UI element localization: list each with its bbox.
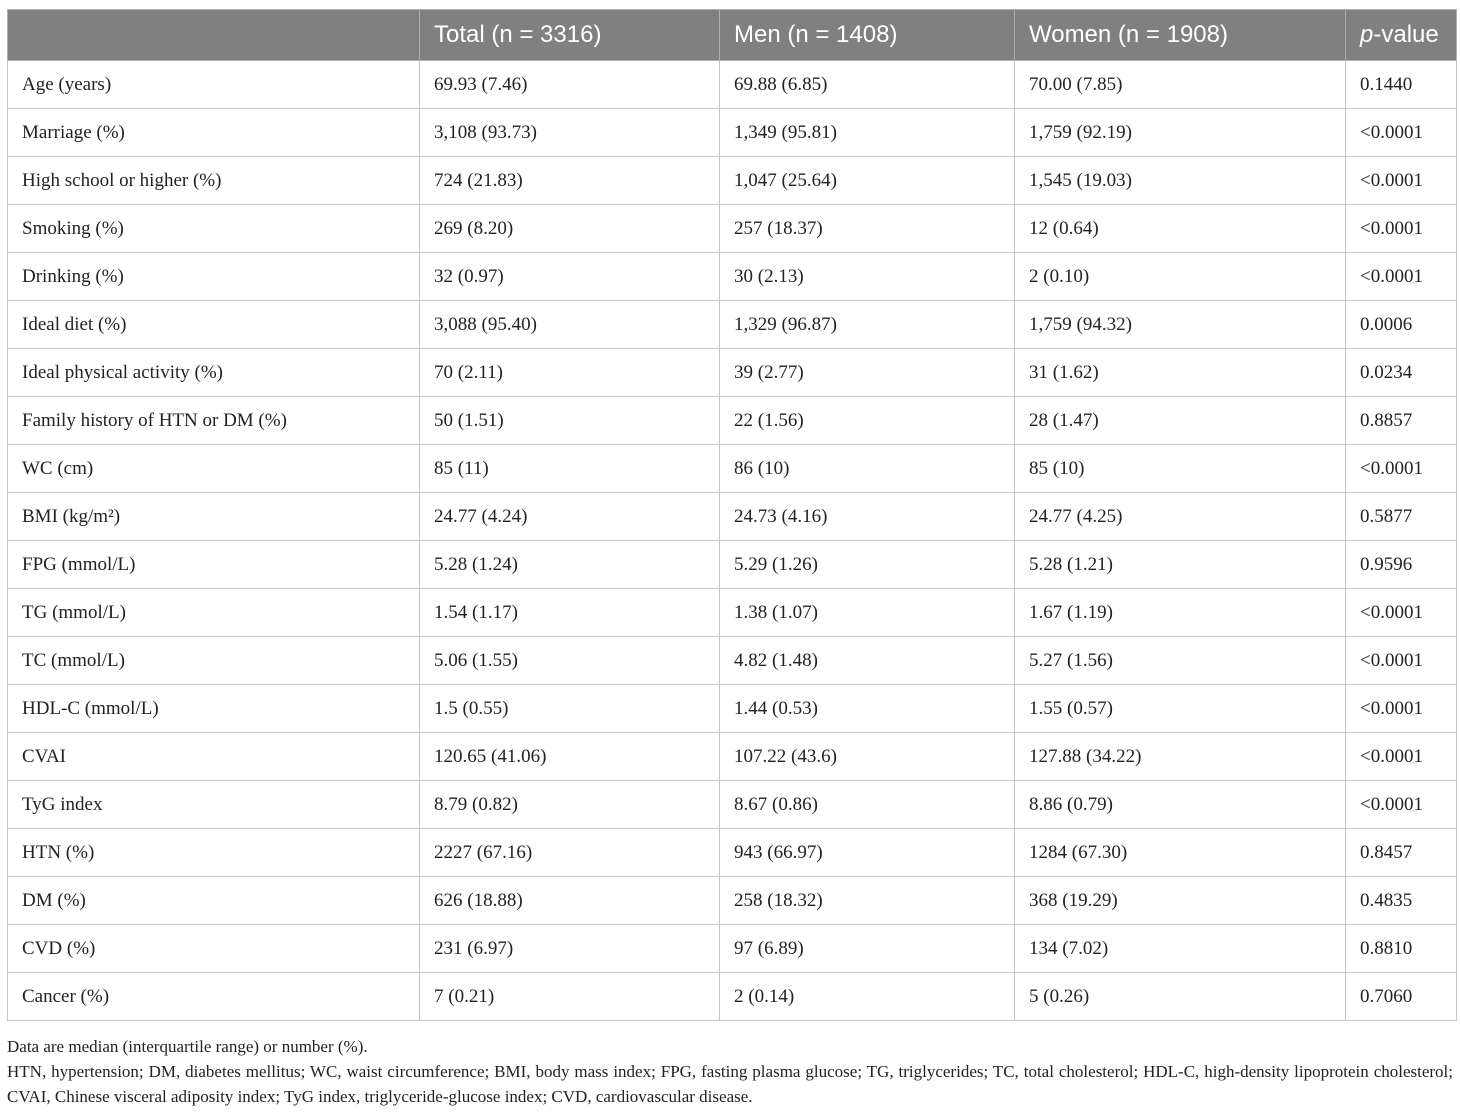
table-row <box>8 397 1457 445</box>
cell-total: 70 (2.11) <box>420 349 720 397</box>
cell-p-value: <0.0001 <box>1346 685 1457 733</box>
table-row <box>8 493 1457 541</box>
cell-variable: CVD (%) <box>8 925 420 973</box>
cell-p-value: <0.0001 <box>1346 157 1457 205</box>
cell-variable: HTN (%) <box>8 829 420 877</box>
cell-total: 1.54 (1.17) <box>420 589 720 637</box>
cell-p-value: 0.8810 <box>1346 925 1457 973</box>
cell-variable: WC (cm) <box>8 445 420 493</box>
header-women: Women (n = 1908) <box>1015 10 1346 61</box>
cell-variable: Drinking (%) <box>8 253 420 301</box>
cell-variable: DM (%) <box>8 877 420 925</box>
cell-total: 3,088 (95.40) <box>420 301 720 349</box>
cell-variable: TyG index <box>8 781 420 829</box>
cell-men: 86 (10) <box>720 445 1015 493</box>
cell-women: 5.27 (1.56) <box>1015 637 1346 685</box>
cell-women: 1,545 (19.03) <box>1015 157 1346 205</box>
cell-total: 724 (21.83) <box>420 157 720 205</box>
cell-men: 1,329 (96.87) <box>720 301 1015 349</box>
cell-total: 5.28 (1.24) <box>420 541 720 589</box>
table-row <box>8 925 1457 973</box>
cell-p-value: 0.0006 <box>1346 301 1457 349</box>
cell-variable: Cancer (%) <box>8 973 420 1021</box>
table-row <box>8 781 1457 829</box>
cell-p-value: 0.4835 <box>1346 877 1457 925</box>
cell-men: 39 (2.77) <box>720 349 1015 397</box>
cell-men: 258 (18.32) <box>720 877 1015 925</box>
p-italic: p <box>1360 21 1374 48</box>
table-row <box>8 157 1457 205</box>
cell-total: 69.93 (7.46) <box>420 61 720 109</box>
cell-women: 8.86 (0.79) <box>1015 781 1346 829</box>
cell-p-value: 0.7060 <box>1346 973 1457 1021</box>
footnote-abbreviations: HTN, hypertension; DM, diabetes mellitus; WC, waist circumference; BMI, body mass index; FPG, fasting plasma glucose; TG, triglycerides; TC, total cholesterol; HDL-C, high-density lipoprotein cholesterol; CVAI, Chinese visceral adiposity index; TyG index, triglyceride-glucose index; CVD, cardiovascular disease. <box>7 1062 1453 1106</box>
cell-variable: Family history of HTN or DM (%) <box>8 397 420 445</box>
cell-men: 69.88 (6.85) <box>720 61 1015 109</box>
cell-variable: TC (mmol/L) <box>8 637 420 685</box>
cell-total: 7 (0.21) <box>420 973 720 1021</box>
table-row <box>8 541 1457 589</box>
cell-men: 97 (6.89) <box>720 925 1015 973</box>
cell-p-value: <0.0001 <box>1346 781 1457 829</box>
footnote-data-description: Data are median (interquartile range) or number (%). <box>7 1037 368 1056</box>
cell-men: 1,047 (25.64) <box>720 157 1015 205</box>
baseline-table-container <box>7 9 1453 1021</box>
cell-women: 5.28 (1.21) <box>1015 541 1346 589</box>
cell-variable: Marriage (%) <box>8 109 420 157</box>
table-row <box>8 445 1457 493</box>
cell-total: 85 (11) <box>420 445 720 493</box>
cell-men: 257 (18.37) <box>720 205 1015 253</box>
header-variable <box>8 10 420 61</box>
cell-total: 8.79 (0.82) <box>420 781 720 829</box>
cell-p-value: <0.0001 <box>1346 733 1457 781</box>
cell-women: 85 (10) <box>1015 445 1346 493</box>
cell-p-value: 0.0234 <box>1346 349 1457 397</box>
cell-p-value: 0.1440 <box>1346 61 1457 109</box>
cell-men: 22 (1.56) <box>720 397 1015 445</box>
cell-total: 1.5 (0.55) <box>420 685 720 733</box>
cell-total: 3,108 (93.73) <box>420 109 720 157</box>
cell-total: 2227 (67.16) <box>420 829 720 877</box>
table-row <box>8 301 1457 349</box>
cell-total: 5.06 (1.55) <box>420 637 720 685</box>
cell-women: 368 (19.29) <box>1015 877 1346 925</box>
cell-p-value: <0.0001 <box>1346 445 1457 493</box>
header-men: Men (n = 1408) <box>720 10 1015 61</box>
cell-men: 2 (0.14) <box>720 973 1015 1021</box>
table-body <box>8 61 1457 1021</box>
cell-men: 1.44 (0.53) <box>720 685 1015 733</box>
cell-variable: Ideal physical activity (%) <box>8 349 420 397</box>
cell-women: 1284 (67.30) <box>1015 829 1346 877</box>
cell-men: 4.82 (1.48) <box>720 637 1015 685</box>
table-row <box>8 877 1457 925</box>
cell-total: 50 (1.51) <box>420 397 720 445</box>
header-p-value <box>1346 10 1457 61</box>
cell-women: 134 (7.02) <box>1015 925 1346 973</box>
cell-p-value: 0.9596 <box>1346 541 1457 589</box>
table-row <box>8 685 1457 733</box>
cell-variable: HDL-C (mmol/L) <box>8 685 420 733</box>
cell-women: 28 (1.47) <box>1015 397 1346 445</box>
cell-variable: CVAI <box>8 733 420 781</box>
cell-total: 231 (6.97) <box>420 925 720 973</box>
cell-women: 24.77 (4.25) <box>1015 493 1346 541</box>
cell-total: 269 (8.20) <box>420 205 720 253</box>
cell-p-value: <0.0001 <box>1346 109 1457 157</box>
cell-women: 5 (0.26) <box>1015 973 1346 1021</box>
table-row <box>8 61 1457 109</box>
cell-men: 24.73 (4.16) <box>720 493 1015 541</box>
cell-p-value: 0.8857 <box>1346 397 1457 445</box>
header-total: Total (n = 3316) <box>420 10 720 61</box>
cell-men: 30 (2.13) <box>720 253 1015 301</box>
cell-women: 1.55 (0.57) <box>1015 685 1346 733</box>
cell-total: 120.65 (41.06) <box>420 733 720 781</box>
cell-men: 5.29 (1.26) <box>720 541 1015 589</box>
table-row <box>8 349 1457 397</box>
table-row <box>8 109 1457 157</box>
cell-p-value: <0.0001 <box>1346 589 1457 637</box>
cell-p-value: <0.0001 <box>1346 637 1457 685</box>
cell-women: 2 (0.10) <box>1015 253 1346 301</box>
table-header-row <box>8 10 1457 61</box>
cell-women: 12 (0.64) <box>1015 205 1346 253</box>
cell-men: 107.22 (43.6) <box>720 733 1015 781</box>
cell-men: 1,349 (95.81) <box>720 109 1015 157</box>
baseline-characteristics-table <box>7 9 1457 1021</box>
table-row <box>8 637 1457 685</box>
table-row <box>8 973 1457 1021</box>
cell-variable: BMI (kg/m²) <box>8 493 420 541</box>
cell-women: 1,759 (94.32) <box>1015 301 1346 349</box>
cell-p-value: <0.0001 <box>1346 253 1457 301</box>
cell-variable: FPG (mmol/L) <box>8 541 420 589</box>
table-row <box>8 829 1457 877</box>
table-row <box>8 253 1457 301</box>
cell-women: 70.00 (7.85) <box>1015 61 1346 109</box>
cell-men: 1.38 (1.07) <box>720 589 1015 637</box>
cell-total: 626 (18.88) <box>420 877 720 925</box>
p-value-suffix: -value <box>1373 21 1439 48</box>
cell-variable: TG (mmol/L) <box>8 589 420 637</box>
table-row <box>8 589 1457 637</box>
cell-variable: High school or higher (%) <box>8 157 420 205</box>
cell-variable: Ideal diet (%) <box>8 301 420 349</box>
table-row <box>8 733 1457 781</box>
table-row <box>8 205 1457 253</box>
cell-p-value: <0.0001 <box>1346 205 1457 253</box>
cell-p-value: 0.5877 <box>1346 493 1457 541</box>
cell-women: 1.67 (1.19) <box>1015 589 1346 637</box>
table-footnotes <box>7 1034 1453 1109</box>
cell-men: 8.67 (0.86) <box>720 781 1015 829</box>
cell-variable: Age (years) <box>8 61 420 109</box>
cell-women: 1,759 (92.19) <box>1015 109 1346 157</box>
cell-variable: Smoking (%) <box>8 205 420 253</box>
cell-women: 127.88 (34.22) <box>1015 733 1346 781</box>
cell-total: 32 (0.97) <box>420 253 720 301</box>
cell-men: 943 (66.97) <box>720 829 1015 877</box>
cell-total: 24.77 (4.24) <box>420 493 720 541</box>
cell-women: 31 (1.62) <box>1015 349 1346 397</box>
cell-p-value: 0.8457 <box>1346 829 1457 877</box>
